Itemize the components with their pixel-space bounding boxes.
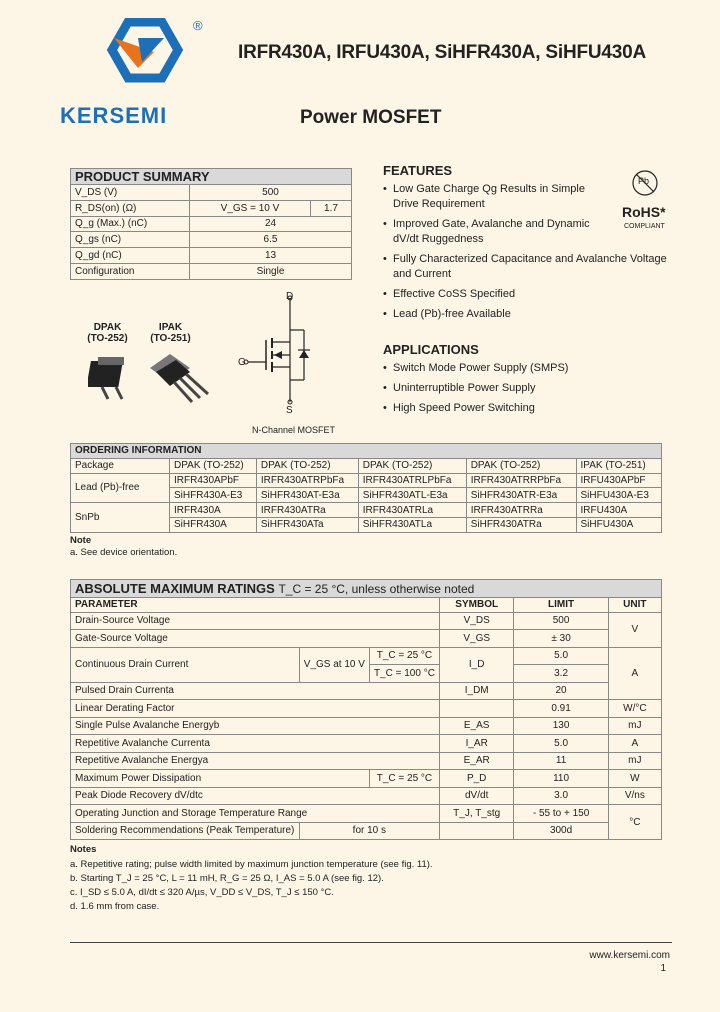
footer-divider [70,942,672,943]
table-row: Soldering Recommendations (Peak Temperature) for 10 s 300d [71,822,662,840]
ipak-label: IPAK (TO-251) [150,322,191,344]
list-item: • Fully Characterized Capacitance and Avalanche Voltage and Current [383,252,683,282]
table-row: Q_g (Max.) (nC) 24 [71,216,352,232]
table-header-row: PARAMETER SYMBOL LIMIT UNIT [71,597,662,612]
table-row: Package DPAK (TO-252) DPAK (TO-252) DPAK (TO-252) DPAK (TO-252) IPAK (TO-251) [71,458,662,473]
amr-note-a: a. Repetitive rating; pulse width limited by maximum junction temperature (see fig. 11). [70,859,433,870]
ipak-package-image [148,350,218,415]
applications-list [383,361,683,421]
table-row: Repetitive Avalanche Energya E_AR 11 mJ [71,752,662,770]
amr-note-b: b. Starting T_J = 25 °C, L = 11 mH, R_G = 25 Ω, I_AS = 5.0 A (see fig. 12). [70,873,384,884]
table-row: Configuration Single [71,263,352,279]
features-heading: FEATURES [383,163,453,178]
absolute-maximum-ratings-table [70,579,662,840]
amr-note-d: d. 1.6 mm from case. [70,901,160,912]
table-row: SiHFR430A-E3 SiHFR430AT-E3a SiHFR430ATL-E3a SiHFR430ATR-E3a SiHFU430A-E3 [71,488,662,503]
table-row: Maximum Power Dissipation T_C = 25 °C P_D 110 W [71,770,662,788]
product-summary-table [70,168,352,280]
dpak-label: DPAK (TO-252) [87,322,128,344]
compliant-label: COMPLIANT [624,223,665,230]
ordering-heading: ORDERING INFORMATION [71,444,662,459]
table-row: Q_gd (nC) 13 [71,248,352,264]
part-numbers-title: IRFR430A, IRFU430A, SiHFR430A, SiHFU430A [238,42,647,63]
table-row: Gate-Source Voltage V_GS ± 30 [71,630,662,648]
list-item: • Switch Mode Power Supply (SMPS) [383,361,683,376]
table-row: Repetitive Avalanche Currenta I_AR 5.0 A [71,735,662,753]
table-row: Operating Junction and Storage Temperature Range T_J, T_stg - 55 to + 150 °C [71,805,662,823]
company-logo [92,18,202,108]
drain-label: D [286,291,294,302]
mosfet-symbol [230,290,330,415]
table-row: SnPb IRFR430A IRFR430ATRa IRFR430ATRLa IRFR430ATRRa IRFU430A [71,503,662,518]
table-row: Drain-Source Voltage V_DS 500 V [71,612,662,630]
table-row: Q_gs (nC) 6.5 [71,232,352,248]
table-row: R_DS(on) (Ω) V_GS = 10 V 1.7 [71,200,352,216]
list-item: • Uninterruptible Power Supply [383,381,683,396]
list-item: • Effective CoSS Specified [383,287,683,302]
table-row: V_DS (V) 500 [71,185,352,201]
table-row: SiHFR430A SiHFR430ATa SiHFR430ATLa SiHFR430ATRa SiHFU430A [71,517,662,532]
page-subtitle: Power MOSFET [300,107,442,128]
table-row: T_C = 100 °C 3.2 [71,665,662,683]
amr-heading: ABSOLUTE MAXIMUM RATINGS T_C = 25 °C, unless otherwise noted [71,580,662,598]
list-item: • Low Gate Charge Qg Results in Simple Drive Requirement [383,182,683,212]
amr-notes-title: Notes [70,844,97,855]
list-item: • Lead (Pb)-free Available [383,307,683,322]
dpak-package-image [88,355,138,410]
footer-url[interactable]: www.kersemi.com [589,950,670,961]
table-row: Single Pulse Avalanche Energyb E_AS 130 mJ [71,717,662,735]
rohs-label: RoHS* [622,204,666,220]
list-item: • Improved Gate, Avalanche and Dynamic dV/dt Ruggedness [383,217,683,247]
amr-note-c: c. I_SD ≤ 5.0 A, dI/dt ≤ 320 A/µs, V_DD ≤ V_DS, T_J ≤ 150 °C. [70,887,334,898]
mosfet-caption: N-Channel MOSFET [252,425,336,435]
product-summary-heading: PRODUCT SUMMARY [71,169,352,185]
table-row: Linear Derating Factor 0.91 W/°C [71,700,662,718]
table-row: Pulsed Drain Currenta I_DM 20 [71,682,662,700]
source-label: S [286,405,293,416]
ordering-note-title: Note [70,535,92,546]
table-row: Lead (Pb)-free IRFR430APbF IRFR430ATRPbFa IRFR430ATRLPbFa IRFR430ATRRPbFa IRFU430APbF [71,473,662,488]
applications-heading: APPLICATIONS [383,342,479,357]
logo-text: KERSEMI [60,103,168,128]
ordering-information-table [70,443,662,533]
list-item: • High Speed Power Switching [383,401,683,416]
pb-label: Pb [638,176,650,186]
page-number: 1 [660,963,666,974]
ordering-note: a. See device orientation. [70,547,178,558]
table-row: Continuous Drain Current V_GS at 10 V T_C = 25 °C I_D 5.0 A [71,647,662,665]
gate-label: G [238,357,246,368]
registered-mark: ® [193,18,203,33]
table-row: Peak Diode Recovery dV/dtc dV/dt 3.0 V/ns [71,787,662,805]
